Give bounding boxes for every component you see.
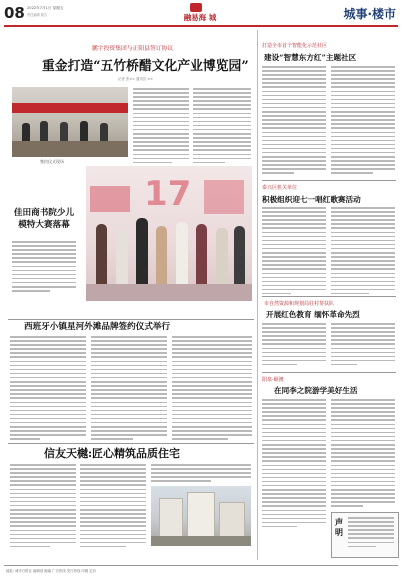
editor-line: 责任编辑 版式 <box>27 13 48 17</box>
section-title: 城事·楼市 <box>343 7 396 21</box>
notice-box <box>331 512 399 558</box>
bottom-headline: 信友天樾:匠心精筑品质住宅 <box>44 447 181 460</box>
brief-box <box>12 205 84 317</box>
residence-photo <box>151 486 251 546</box>
brief-headline: 佳田商书院少儿模特大赛落幕 <box>13 208 75 230</box>
bottom-rule <box>8 443 254 444</box>
footer-rule <box>4 565 398 566</box>
right-mid2-body-col1 <box>262 323 326 368</box>
lead-photo-caption: 签约仪式现场 <box>40 159 64 164</box>
column-divider <box>257 30 258 560</box>
lead-photo <box>12 87 128 157</box>
date-line: 2022年7月1日 星期五 <box>27 6 64 10</box>
right-low-headline: 在同李之院游学美好生活 <box>274 386 358 395</box>
right-rule-1 <box>262 180 396 181</box>
right-mid-body-col1 <box>262 207 326 297</box>
bottom-body-col3 <box>151 464 251 484</box>
right-low-body-col2 <box>331 399 395 510</box>
model-photo: 17 <box>86 166 252 301</box>
page-number: 08 <box>4 4 25 22</box>
right-mid-body-col2 <box>331 207 395 297</box>
mid-body-col2 <box>91 336 167 442</box>
logo-mark-icon <box>190 3 202 12</box>
lead-kicker: 鹏宇投资集团与正阳县签订协议 <box>92 46 174 52</box>
right-rule-3 <box>262 372 396 373</box>
mid-body-col3 <box>172 336 252 442</box>
right-mid-kicker: 泰兴区机关单位 <box>262 185 298 191</box>
right-top-headline: 建设“智慧东方红”主题社区 <box>264 53 357 62</box>
footer-text: 地址: 城市日报社 编辑部 邮编 广告热线 发行热线 印刷 定价 <box>6 569 97 573</box>
mid-headline: 西班牙小镇星河外滩品牌签约仪式举行 <box>24 322 171 332</box>
right-low-body-col1 <box>262 399 326 530</box>
mid-body-col1 <box>10 336 86 442</box>
lead-body-col1 <box>133 88 189 166</box>
bottom-body-col2 <box>80 464 146 550</box>
right-top-body-col2 <box>331 66 395 177</box>
right-top-kicker: 打造全市首个智能化示范社区 <box>262 43 328 49</box>
notice-label: 声明 <box>335 517 343 537</box>
masthead-logo <box>176 3 224 23</box>
right-mid2-headline: 开展红色教育 缅怀革命先烈 <box>266 310 360 319</box>
right-low-kicker: 阳泉·颐澳 <box>262 377 284 383</box>
right-mid-headline: 积极组织迎七一唱红歌赛活动 <box>262 195 361 204</box>
right-mid2-body-col2 <box>331 323 395 368</box>
lead-body-col2 <box>193 88 251 166</box>
right-mid2-kicker: 市自然资源和规划局驻村帮扶队 <box>264 301 335 307</box>
lead-headline: 重金打造“五竹桥醋文化产业博览园” <box>42 59 249 74</box>
masthead-text: 融易海 城 <box>183 13 217 22</box>
right-rule-2 <box>262 296 396 297</box>
bottom-body-col1 <box>10 464 76 550</box>
right-top-body-col1 <box>262 66 326 177</box>
lead-byline: 记者 张×× 通讯员 ×× <box>118 77 153 81</box>
header-rule <box>4 25 398 27</box>
